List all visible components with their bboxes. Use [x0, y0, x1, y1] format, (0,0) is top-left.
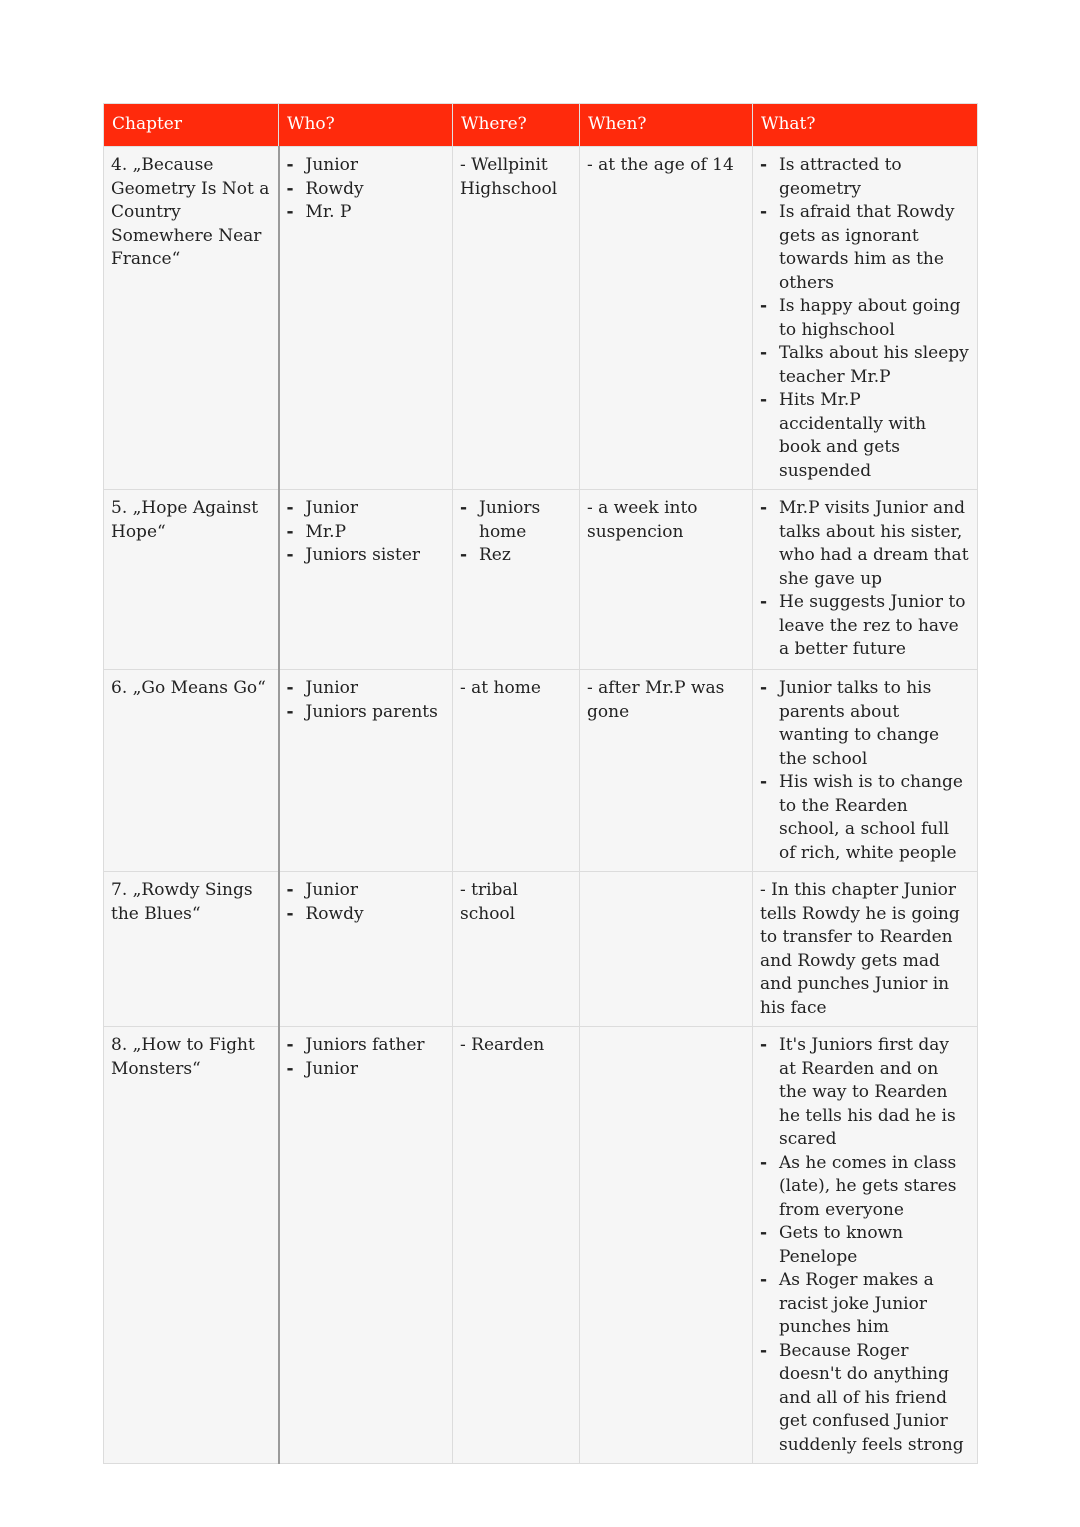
table-row [104, 670, 978, 872]
list-item: - Mr. P [287, 201, 446, 225]
who-cell [279, 490, 453, 670]
table-row [104, 490, 978, 670]
what-cell [753, 147, 978, 490]
where-text: - at home [460, 678, 541, 698]
list-item: - As Roger makes a racist joke Junior punches him [760, 1269, 970, 1340]
list-item: - Talks about his sleepy teacher Mr.P [760, 342, 970, 389]
when-cell [580, 490, 753, 670]
list-item: - He suggests Junior to leave the rez to have a better future [760, 591, 970, 662]
header-row [104, 104, 978, 147]
what-text: - In this chapter Junior tells Rowdy he is going to transfer to Rearden and Rowdy gets mad and punches Junior in his face [760, 880, 960, 1018]
list-item: - Hits Mr.P accidentally with book and gets suspended [760, 389, 970, 483]
list-item: - Junior talks to his parents about wanting to change the school [760, 677, 970, 771]
where-text: - tribal school [460, 880, 518, 924]
list-item: - Rowdy [287, 903, 446, 927]
list-item: - Mr.P [287, 521, 446, 545]
what-list [760, 677, 970, 865]
chapter-title: 5. „Hope Against Hope“ [111, 498, 259, 542]
what-list [760, 154, 970, 483]
list-item: - Is attracted to geometry [760, 154, 970, 201]
list-item: - Is happy about going to highschool [760, 295, 970, 342]
list-item: - Mr.P visits Junior and talks about his sister, who had a dream that she gave up [760, 497, 970, 591]
chapter-cell [104, 1027, 279, 1464]
list-item: - Rowdy [287, 178, 446, 202]
list-item: - Gets to known Penelope [760, 1222, 970, 1269]
what-cell [753, 1027, 978, 1464]
when-cell [580, 670, 753, 872]
chapter-title: 8. „How to Fight Monsters“ [111, 1035, 255, 1079]
chapter-title: 7. „Rowdy Sings the Blues“ [111, 880, 253, 924]
list-item: - Junior [287, 879, 446, 903]
table-row [104, 1027, 978, 1464]
list-item: - Junior [287, 154, 446, 178]
list-item: - Juniors father [287, 1034, 446, 1058]
what-cell [753, 670, 978, 872]
who-cell [279, 1027, 453, 1464]
chapter-title: 4. „Because Geometry Is Not a Country Somewhere Near France“ [111, 155, 270, 269]
when-cell [580, 147, 753, 490]
list-item: - Junior [287, 497, 446, 521]
where-cell [453, 147, 580, 490]
when-text: - a week into suspencion [587, 498, 698, 542]
what-cell [753, 872, 978, 1027]
what-list [760, 1034, 970, 1457]
list-item: - Junior [287, 1058, 446, 1082]
what-list [760, 497, 970, 662]
where-cell [453, 490, 580, 670]
header-who: Who? [279, 104, 453, 147]
who-cell [279, 147, 453, 490]
who-cell [279, 872, 453, 1027]
list-item: - Is afraid that Rowdy gets as ignorant towards him as the others [760, 201, 970, 295]
who-list [287, 677, 446, 724]
where-cell [453, 1027, 580, 1464]
list-item: - Juniors parents [287, 701, 446, 725]
chapter-title: 6. „Go Means Go“ [111, 678, 266, 698]
what-cell [753, 490, 978, 670]
when-text: - at the age of 14 [587, 155, 734, 175]
who-list [287, 1034, 446, 1081]
when-text: - after Mr.P was gone [587, 678, 725, 722]
who-list [287, 879, 446, 926]
list-item: - Juniors home [460, 497, 572, 544]
header-chapter: Chapter [104, 104, 279, 147]
where-text: - Rearden [460, 1035, 545, 1055]
chapter-summary-table [103, 103, 978, 1464]
where-text: - Wellpinit Highschool [460, 155, 558, 199]
where-list [460, 497, 572, 568]
who-cell [279, 670, 453, 872]
where-cell [453, 872, 580, 1027]
chapter-cell [104, 147, 279, 490]
who-list [287, 154, 446, 225]
list-item: - His wish is to change to the Rearden school, a school full of rich, white people [760, 771, 970, 865]
header-where: Where? [453, 104, 580, 147]
list-item: - Junior [287, 677, 446, 701]
table-row [104, 872, 978, 1027]
where-cell [453, 670, 580, 872]
when-cell [580, 872, 753, 1027]
chapter-cell [104, 490, 279, 670]
when-cell [580, 1027, 753, 1464]
list-item: - As he comes in class (late), he gets stares from everyone [760, 1152, 970, 1223]
who-list [287, 497, 446, 568]
list-item: - Rez [460, 544, 572, 568]
list-item: - Juniors sister [287, 544, 446, 568]
table-row [104, 147, 978, 490]
header-what: What? [753, 104, 978, 147]
header-when: When? [580, 104, 753, 147]
list-item: - Because Roger doesn't do anything and all of his friend get confused Junior suddenly feels strong [760, 1340, 970, 1458]
chapter-cell [104, 670, 279, 872]
list-item: - It's Juniors first day at Rearden and on the way to Rearden he tells his dad he is scared [760, 1034, 970, 1152]
chapter-cell [104, 872, 279, 1027]
